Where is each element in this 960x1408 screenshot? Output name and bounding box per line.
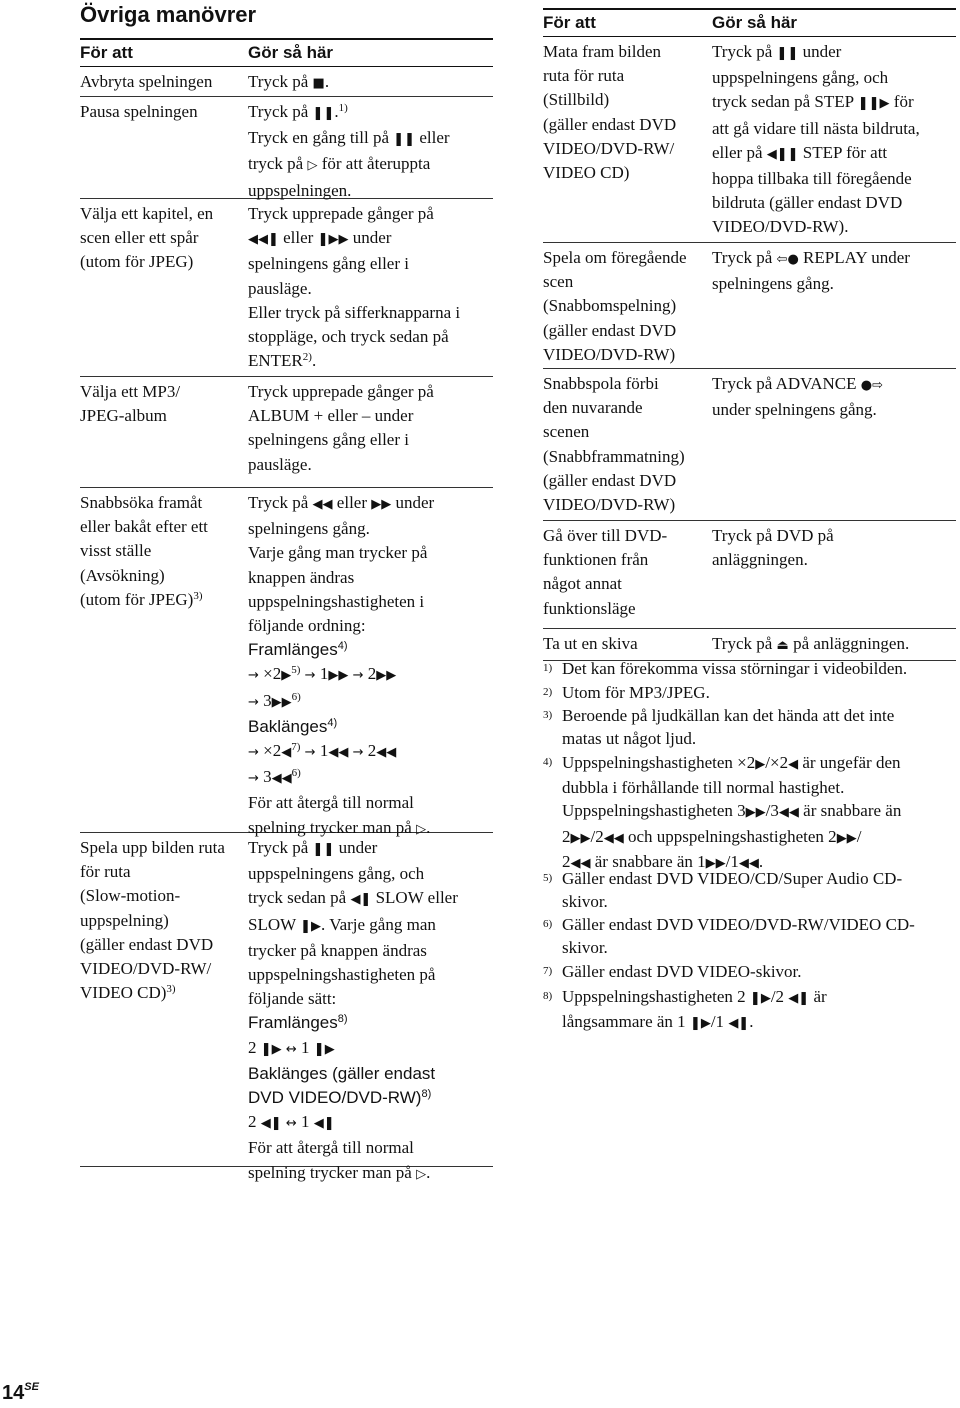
cell-line: spelning trycker man på ▷. [248,817,431,837]
cell-line: den nuvarande [543,398,643,418]
cell-line: Avbryta spelningen [80,72,213,91]
cell-line: Tryck på ⏏ på anläggningen. [712,634,910,653]
table-row [80,67,493,97]
footnote [543,985,827,1035]
cell-line: Pausa spelningen [80,102,198,121]
cell-line: (gäller endast DVD [543,320,677,340]
footnote-line: 2▶▶/2◀◀ och uppspelningshastigheten 2▶▶/ [562,826,862,846]
footnote [543,960,802,983]
cell-action [248,70,329,96]
cell-line: för ruta [80,862,131,882]
cell-line: 2 ❚▶ ↔ 1 ❚▶ [248,1037,335,1057]
cell-line: VIDEO/DVD-RW/ [80,959,212,979]
cell-line: under spelningens gång. [712,400,877,420]
cell-line: ALBUM + eller – under [248,406,414,426]
cell-action [248,100,450,203]
cell-line: Tryck en gång till på ❚❚ eller [248,128,450,148]
cell-line: ENTER$^{2)}$. [248,351,317,371]
cell-line: spelningens gång. [248,519,370,539]
cell-line: (gäller endast DVD [543,114,677,134]
table-row [80,488,493,837]
cell-action [248,202,460,373]
table-row [543,37,956,243]
footnote-line: dubbla i förhållande till normal hastighet. [562,778,845,798]
cell-task [80,836,225,1005]
cell-line: ◀◀❚ eller ❚▶▶ under [248,228,392,248]
footnote-line: Utom för MP3/JPEG. [562,683,710,702]
cell-line: Spela upp bilden ruta [80,838,225,857]
table-row [80,833,493,1182]
cell-line: ruta för ruta [543,66,625,86]
cell-line: Eller tryck på sifferknapparna i [248,302,461,322]
footnote-number: 4) [543,756,553,768]
cell-action [712,632,909,658]
footnote [543,704,894,750]
cell-line: uppspelningen. [248,180,352,200]
cell-line: Framlänges$^{4)}$ [248,640,348,660]
cell-line: tryck sedan på ◀❚ SLOW eller [248,888,458,908]
cell-line: Tryck upprepade gånger på [248,204,434,223]
cell-line: funktionen från [543,550,649,570]
cell-line: uppspelningens gång, och [248,864,425,884]
table-row [543,369,956,521]
cell-task [543,372,685,517]
page-title: Övriga manövrer [80,2,257,27]
cell-line: Välja ett kapitel, en [80,204,214,223]
right-table-header [543,8,956,37]
cell-line: DVD VIDEO/DVD-RW)$^{8)}$ [248,1088,432,1108]
cell-line: (Slow-motion- [80,886,181,906]
cell-line: uppspelningshastigheten i [248,591,425,611]
cell-line: scen [543,272,574,292]
cell-task [543,632,638,656]
cell-line: Snabbspola förbi [543,374,659,393]
cell-task [80,70,212,94]
cell-line: hoppa tillbaka till föregående [712,169,912,189]
cell-line: pausläge. [248,454,312,474]
cell-line: Gå över till DVD- [543,526,668,545]
cell-line: → 3◀◀$^{6)}$ [248,767,301,787]
footnote [543,681,710,704]
cell-line: uppspelning) [80,910,169,930]
cell-line: (gäller endast DVD [80,934,214,954]
cell-line: uppspelningens gång, och [712,68,889,88]
footnote-line: Uppspelningshastigheten ×2▶/×2◀ är ungefär den [562,753,901,772]
cell-line: VIDEO CD)$^{3)}$ [80,983,176,1003]
right-table [543,8,956,661]
footnote-line: Beroende på ljudkällan kan det hända att det inte [562,706,895,725]
cell-action [248,380,434,477]
cell-line: tryck sedan på STEP ❚❚▶ för [712,92,914,112]
footnote-line: Det kan förekomma vissa störningar i videobilden. [562,659,908,678]
cell-line: Framlänges$^{8)}$ [248,1013,348,1033]
cell-action [248,836,458,1187]
cell-line: SLOW ❚▶. Varje gång man [248,914,436,934]
right-col2-header: Gör så här [712,13,798,32]
left-col1-header: För att [80,43,133,62]
footnote-line: matas ut något ljud. [562,729,697,749]
cell-line: (Avsökning) [80,565,165,585]
footnote [543,867,902,913]
footnote [543,913,915,959]
cell-task [80,380,180,428]
left-col2-header: Gör så här [248,43,334,62]
cell-line: För att återgå till normal [248,793,414,813]
cell-line: visst ställe [80,541,152,561]
cell-line: → 3▶▶$^{6)}$ [248,690,301,710]
cell-line: scenen [543,422,590,442]
cell-line: Välja ett MP3/ [80,382,181,401]
cell-line: Tryck upprepade gånger på [248,382,434,401]
cell-line: pausläge. [248,278,312,298]
footnote-number: 7) [543,965,553,977]
cell-line: (Snabbframmatning) [543,446,685,466]
cell-line: VIDEO/DVD-RW). [712,217,849,237]
footnote-line: Uppspelningshastigheten 2 ❚▶/2 ◀❚ är [562,987,827,1006]
table-row [543,243,956,369]
cell-line: följande sätt: [248,989,337,1009]
cell-line: (gäller endast DVD [543,470,677,490]
footnote-line: Gäller endast DVD VIDEO/CD/Super Audio CD- [562,869,903,888]
cell-line: spelningens gång eller i [248,430,409,450]
cell-line: VIDEO/DVD-RW/ [543,138,675,158]
cell-line: Snabbsöka framåt [80,493,203,512]
cell-action [712,524,834,572]
cell-line: (utom för JPEG)$^{3)}$ [80,589,203,609]
page-number [2,1382,39,1405]
footnote-number: 5) [543,872,553,884]
footnote-number: 3) [543,709,553,721]
page-suffix: SE [24,1381,39,1393]
cell-line: tryck på ▷ för att återuppta [248,154,431,174]
cell-line: något annat [543,574,622,594]
cell-line: VIDEO CD) [543,163,630,183]
cell-line: Tryck på ❚❚ under [712,42,842,61]
cell-line: eller på ◀❚❚ STEP för att [712,142,888,162]
footnote-number: 6) [543,918,553,930]
footnote-line: långsammare än 1 ❚▶/1 ◀❚. [562,1012,754,1032]
cell-line: VIDEO/DVD-RW) [543,344,676,364]
footnote-line: skivor. [562,938,608,958]
cell-task [543,524,667,621]
cell-line: Tryck på DVD på [712,526,834,545]
cell-task [80,491,208,612]
cell-line: spelningens gång eller i [248,254,409,274]
cell-line: Baklänges (gäller endast [248,1063,436,1083]
cell-line: spelning trycker man på ▷. [248,1162,431,1182]
cell-line: knappen ändras [248,567,355,587]
cell-line: spelningens gång. [712,274,834,294]
footnote [543,751,901,875]
cell-action [712,40,920,240]
cell-line: eller bakåt efter ett [80,517,208,537]
cell-line: Varje gång man trycker på [248,543,428,563]
cell-line: (Snabbomspelning) [543,296,677,316]
cell-line: Tryck på ❚❚.$^{1)}$ [248,102,348,121]
cell-line: Mata fram bilden [543,42,662,61]
cell-line: Tryck på ❚❚ under [248,838,378,857]
footnote-number: 8) [543,990,553,1002]
cell-line: Tryck på ■. [248,72,330,91]
cell-line: bildruta (gäller endast DVD [712,193,903,213]
cell-line: Baklänges$^{4)}$ [248,716,338,736]
right-col1-header: För att [543,13,596,32]
footnote-line: Gäller endast DVD VIDEO-skivor. [562,962,802,981]
cell-line: stoppläge, och tryck sedan på [248,327,449,347]
cell-line: anläggningen. [712,550,808,570]
footnote-number: 1) [543,662,553,674]
cell-line: 2 ◀❚ ↔ 1 ◀❚ [248,1112,335,1132]
table-row [80,377,493,488]
cell-task [543,40,676,185]
cell-line: Tryck på ADVANCE ●⇨ [712,374,884,393]
cell-line: För att återgå till normal [248,1138,414,1158]
cell-line: följande ordning: [248,616,366,636]
cell-task [80,202,213,275]
footnote-line: Gäller endast DVD VIDEO/DVD-RW/VIDEO CD- [562,915,915,934]
cell-line: (Stillbild) [543,90,610,110]
footnote-line: skivor. [562,892,608,912]
cell-line: Spela om föregående [543,248,687,267]
cell-line: att gå vidare till nästa bildruta, [712,118,920,138]
cell-line: VIDEO/DVD-RW) [543,495,676,515]
cell-line: JPEG-album [80,406,167,426]
cell-task [543,246,687,367]
table-row [80,97,493,199]
footnote-line: Uppspelningshastigheten 3▶▶/3◀◀ är snabbare än [562,801,902,821]
left-table-header [80,38,493,67]
cell-line: Tryck på ◀◀ eller ▶▶ under [248,493,435,512]
cell-action [248,491,434,842]
table-row [543,521,956,629]
cell-line: (utom för JPEG) [80,252,194,272]
cell-task [80,100,198,124]
cell-action [712,246,910,296]
cell-action [712,372,883,422]
page-number-value: 14 [2,1382,25,1404]
cell-line: Ta ut en skiva [543,634,638,653]
footnote [543,657,907,680]
cell-line: scen eller ett spår [80,228,199,248]
cell-line: Tryck på ⇦● REPLAY under [712,248,910,267]
footnote-line: 2◀◀ är snabbare än 1▶▶/1◀◀. [562,851,764,871]
footnote-number: 2) [543,686,553,698]
cell-line: → ×2▶$^{5)}$ → 1▶▶ → 2▶▶ [248,664,397,684]
left-table [80,38,493,1182]
table-row [80,199,493,377]
cell-line: trycker på knappen ändras [248,940,427,960]
cell-line: funktionsläge [543,598,636,618]
cell-line: → ×2◀$^{7)}$ → 1◀◀ → 2◀◀ [248,741,397,761]
cell-line: uppspelningshastigheten på [248,965,436,985]
